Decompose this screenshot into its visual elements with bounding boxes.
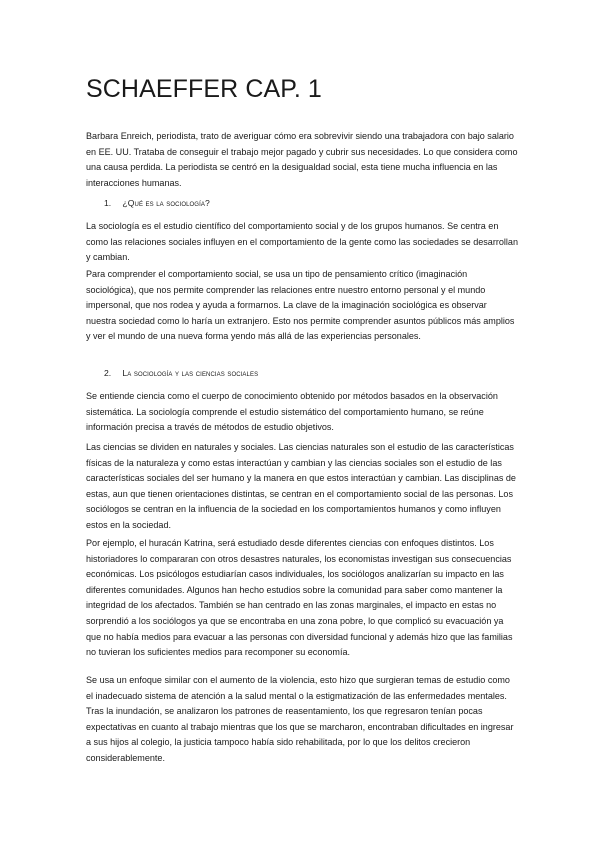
section-2-paragraph-3: Por ejemplo, el huracán Katrina, será estudiado desde diferentes ciencias con enfoques distintos. Los historiadores lo compararan con otros desastres naturales, los economistas investigan sus consecuencias económicas. Los psicólogos estudiarían casos individuales, los sociólogos analizarían su impacto en las diferentes comunidades. Algunos han hecho estudios sobre la comunidad para saber como mantener la integridad de los afectados. También se han centrado en las zonas marginales, el impacto en estas no sorprendió a los sociólogos ya que se encontraba en una zona pobre, lo que complicó su evacuación ya que no había medios para evacuar a las personas con diversidad funcional y además hizo que las familias no tuvieran los suficientes medios para recomponer su economía. bbox=[86, 538, 513, 658]
section-2-paragraph-4: Se usa un enfoque similar con el aumento de la violencia, esto hizo que surgieran temas de estudio como el inadecuado sistema de atención a la salud mental o la estigmatización de las enfermedades mentales. Tras la inundación, se analizaron los patrones de reasentamiento, los que regresaron tenían pocas expectativas en cuanto al trabajo mientras que los que se marcharon, encontraban dificultades en ingresar a sus hijos al colegio, la justicia tampoco había sido rehabilitada, por lo que los delitos crecieron considerablemente. bbox=[86, 675, 514, 763]
intro-paragraph: Barbara Enreich, periodista, trato de averiguar cómo era sobrevivir siendo una trabajadora con bajo salario en EE. UU. Trataba de conseguir el trabajo mejor pagado y cubrir sus necesidades. Lo que considera como una causa perdida. La periodista se centró en la desigualdad social, esta tiene mucha influencia en las interacciones humanas. bbox=[86, 131, 518, 188]
section-1-paragraph-2: Para comprender el comportamiento social, se usa un tipo de pensamiento crítico (imaginación sociológica), que nos permite comprender las relaciones entre nuestro entorno personal y el mundo impersonal, que nos rodea y ayuda a formarnos. La clave de la imaginación sociológica es observar nuestra sociedad como lo haría un extranjero. Esto nos permite comprender asuntos públicos más amplios y ver el mundo de una nueva forma yendo más allá de las experiencias personales. bbox=[86, 269, 515, 342]
section-heading-1 bbox=[104, 197, 210, 210]
section-2-paragraph-1: Se entiende ciencia como el cuerpo de conocimiento obtenido por métodos basados en la observación sistemática. La sociología comprende el estudio sistemático del comportamiento humano, se reúne información precisa a través de métodos de estudio objetivos. bbox=[86, 391, 498, 433]
section-title-2: La sociología y las ciencias sociales bbox=[122, 368, 259, 378]
section-title-1: ¿Qué es la sociología? bbox=[122, 198, 210, 208]
section-heading-2 bbox=[104, 367, 258, 380]
section-1-paragraph-1: La sociología es el estudio científico del comportamiento social y de los grupos humanos. Se centra en como las relaciones sociales influyen en el comportamiento de la gente como las sociedades se desarrollan y cambian. bbox=[86, 221, 518, 263]
section-number-1: 1. bbox=[104, 198, 112, 208]
section-number-2: 2. bbox=[104, 368, 112, 378]
section-2-paragraph-2: Las ciencias se dividen en naturales y sociales. Las ciencias naturales son el estudio de las características físicas de la naturaleza y como estas interactúan y cambian y las ciencias sociales son el estudio de las características sociales del ser humano y la manera en que estos interactúan y cambian. Las disciplinas de estas, aun que tienen orientaciones distintas, se centran en el comportamiento social de las personas. Los sociólogos se centran en la influencia de la sociedad en los comportamientos humanos y como influyen estos en la sociedad. bbox=[86, 442, 516, 530]
page-title: SCHAEFFER CAP. 1 bbox=[86, 75, 322, 103]
